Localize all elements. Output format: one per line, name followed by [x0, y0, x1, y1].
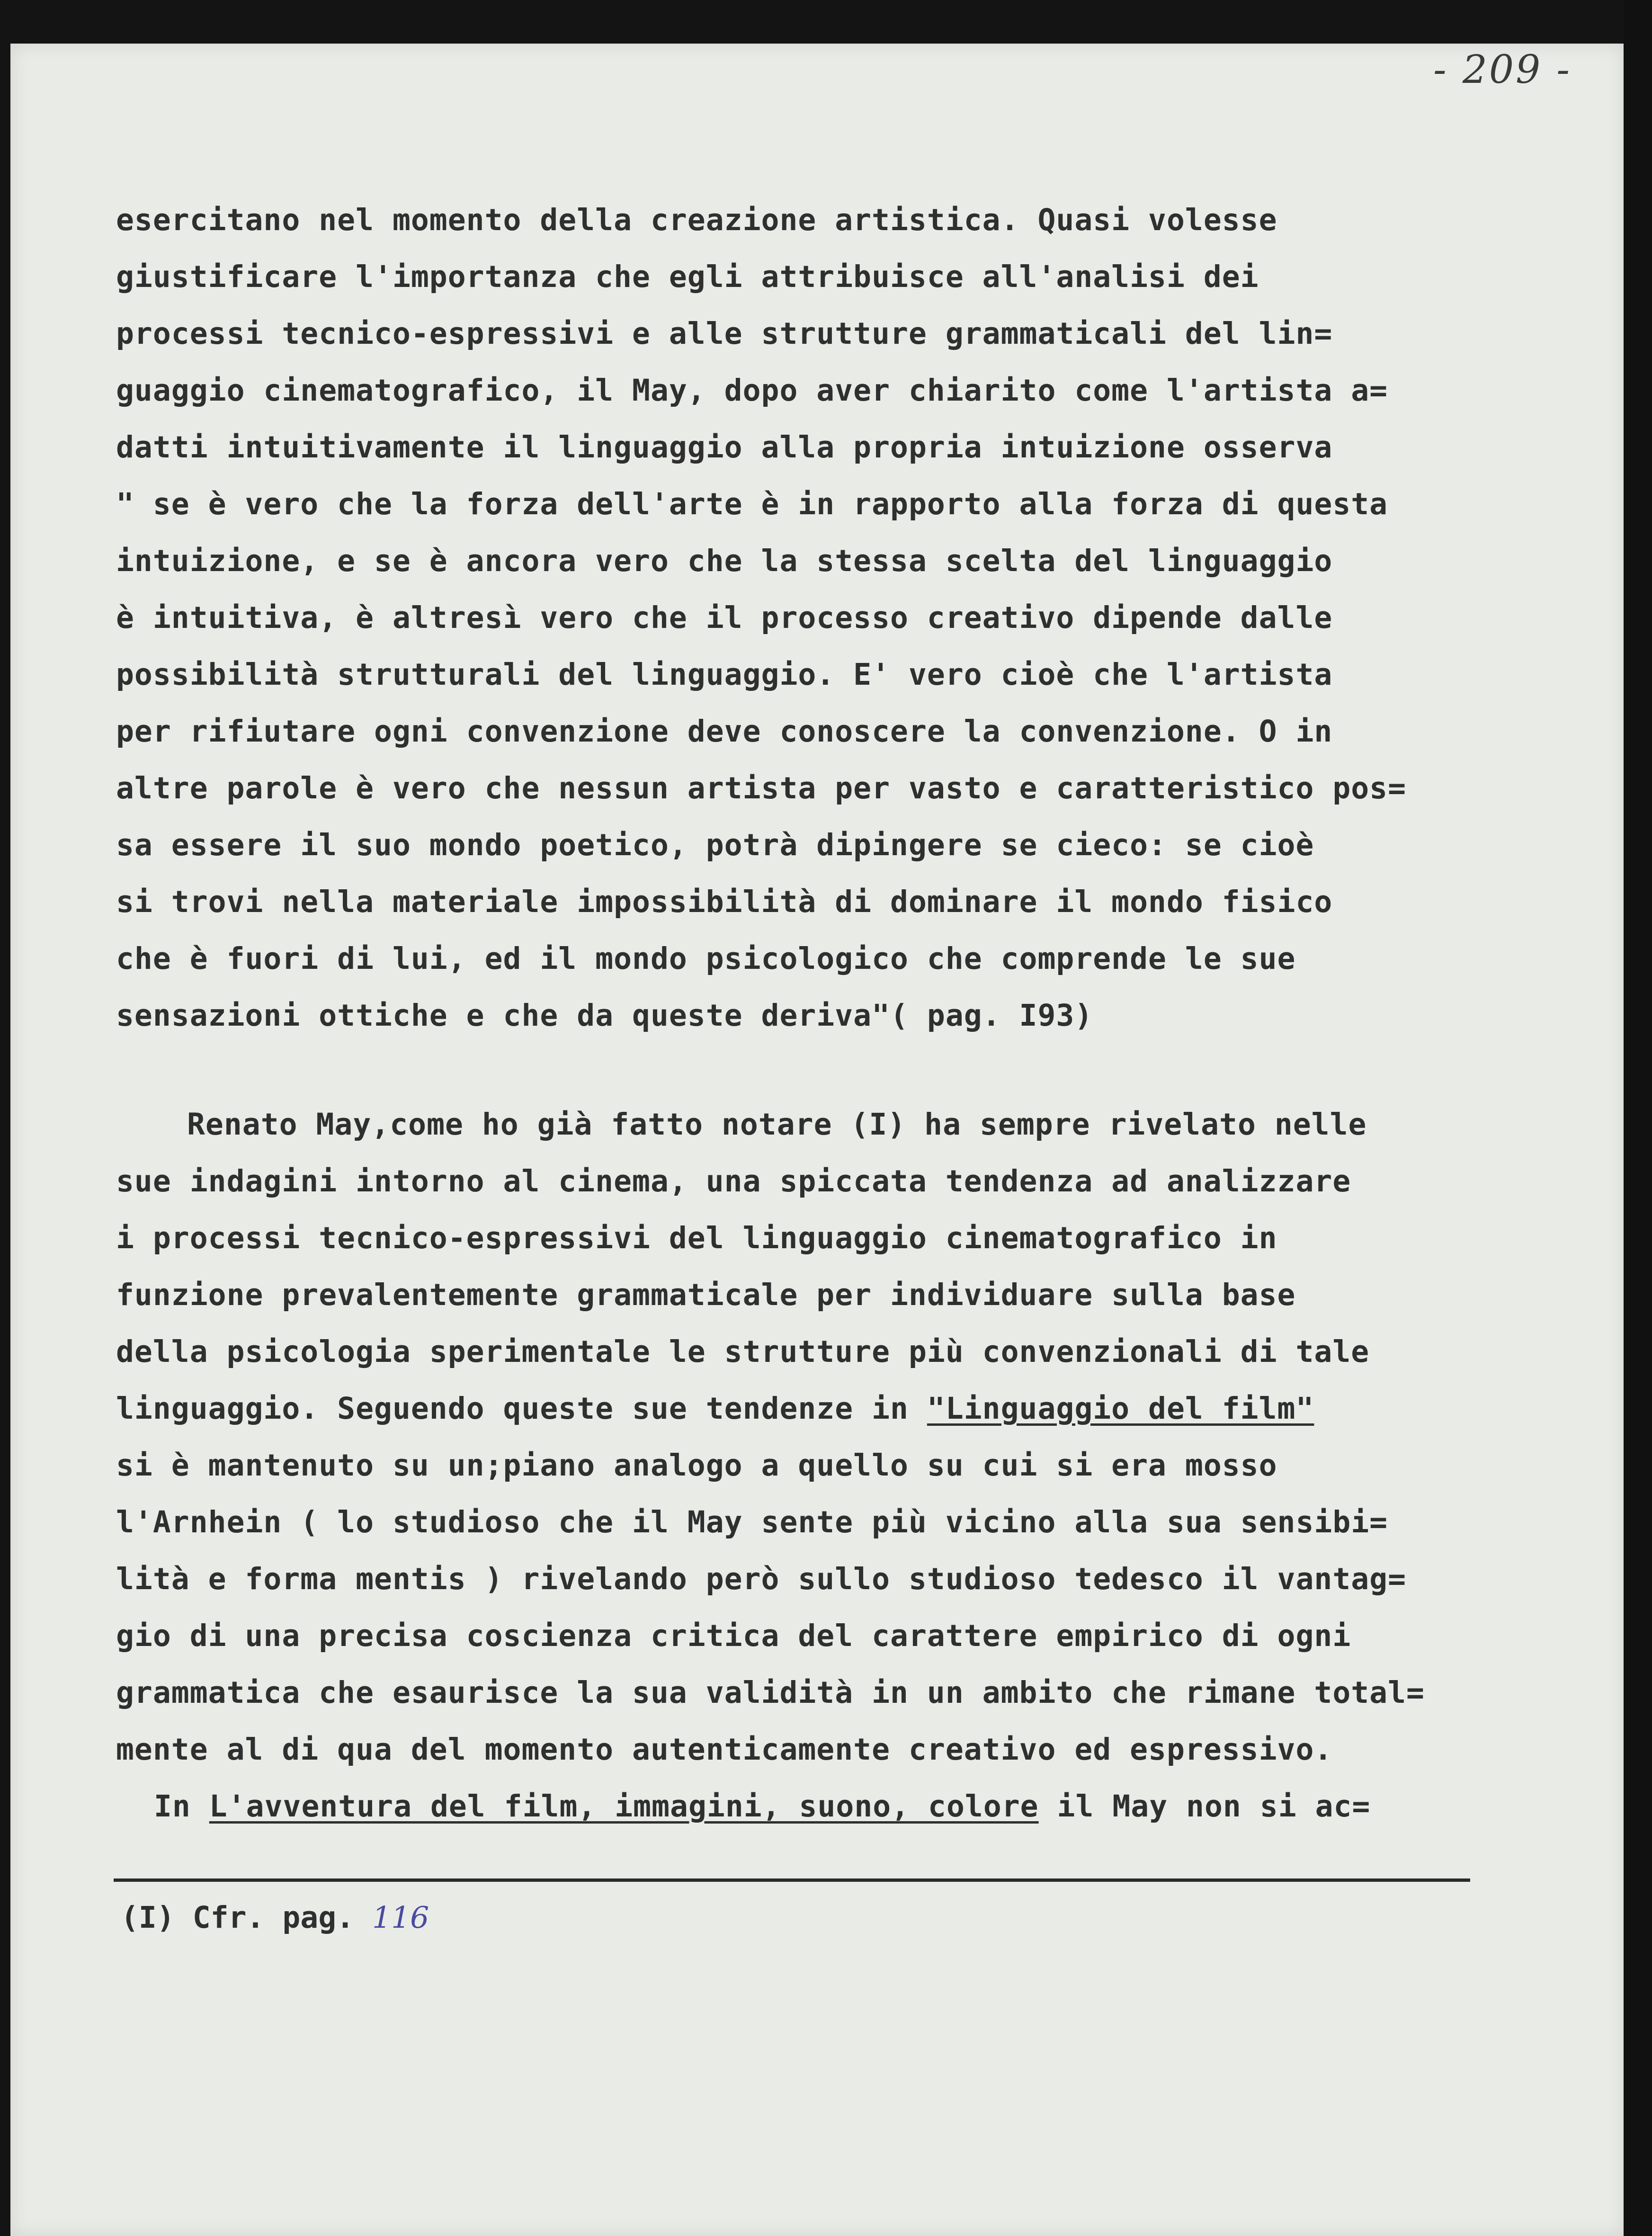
text-line	[116, 1778, 1489, 1835]
text-line: processi tecnico-espressivi e alle strutture grammaticali del lin=	[116, 316, 1333, 351]
text-line: si trovi nella materiale impossibilità di dominare il mondo fisico	[116, 885, 1333, 919]
text-fragment: In	[154, 1789, 209, 1824]
text-fragment: linguaggio. Seguendo queste sue tendenze in	[116, 1391, 927, 1426]
footnote-text: (I) Cfr. pag.	[121, 1900, 373, 1935]
paragraph-2	[116, 1096, 1489, 1778]
text-line	[116, 1380, 1489, 1437]
text-line: datti intuitivamente il linguaggio alla propria intuizione osserva	[116, 430, 1333, 465]
text-line: mente al di qua del momento autenticamente creativo ed espressivo.	[116, 1732, 1333, 1767]
paragraph-3	[116, 1778, 1489, 1835]
text-line: l'Arnhein ( lo studioso che il May sente più vicino alla sua sensibi=	[116, 1505, 1388, 1539]
text-line: della psicologia sperimentale le strutture più convenzionali di tale	[116, 1334, 1370, 1369]
text-line: è intuitiva, è altresì vero che il processo creativo dipende dalle	[116, 600, 1333, 635]
text-line: " se è vero che la forza dell'arte è in rapporto alla forza di questa	[116, 487, 1388, 521]
text-line: per rifiutare ogni convenzione deve conoscere la convenzione. O in	[116, 714, 1333, 749]
page-number: - 209 -	[1433, 47, 1572, 92]
text-line: sue indagini intorno al cinema, una spiccata tendenza ad analizzare	[116, 1164, 1351, 1198]
paragraph-1	[116, 192, 1489, 1044]
document-body	[116, 192, 1489, 1835]
text-line: funzione prevalentemente grammaticale per individuare sulla base	[116, 1278, 1296, 1312]
text-line: intuizione, e se è ancora vero che la stessa scelta del linguaggio	[116, 544, 1333, 578]
footnote	[121, 1889, 429, 1946]
text-fragment: il May non si ac=	[1038, 1789, 1371, 1824]
text-line: che è fuori di lui, ed il mondo psicologico che comprende le sue	[116, 941, 1296, 976]
text-line: guaggio cinematografico, il May, dopo aver chiarito come l'artista a=	[116, 373, 1388, 408]
text-line: altre parole è vero che nessun artista per vasto e caratteristico pos=	[116, 771, 1407, 805]
text-line: esercitano nel momento della creazione artistica. Quasi volesse	[116, 203, 1277, 237]
text-line: lità e forma mentis ) rivelando però sullo studioso tedesco il vantag=	[116, 1562, 1407, 1596]
text-line: grammatica che esaurisce la sua validità in un ambito che rimane total=	[116, 1675, 1425, 1710]
footnote-separator	[114, 1878, 1470, 1882]
text-line: possibilità strutturali del linguaggio. E' vero cioè che l'artista	[116, 657, 1333, 692]
underlined-book-title: "Linguaggio del film"	[927, 1391, 1314, 1426]
text-line: sensazioni ottiche e che da queste deriva"( pag. I93)	[116, 998, 1093, 1033]
paragraph-gap	[116, 1044, 1489, 1096]
scan-edge	[1624, 0, 1652, 2236]
text-line: Renato May,come ho già fatto notare (I) ha sempre rivelato nelle	[187, 1107, 1367, 1142]
handwritten-page-ref: 116	[372, 1900, 429, 1935]
text-line: sa essere il suo mondo poetico, potrà dipingere se cieco: se cioè	[116, 828, 1314, 862]
text-line: si è mantenuto su un;piano analogo a quello su cui si era mosso	[116, 1448, 1277, 1483]
text-line: i processi tecnico-espressivi del linguaggio cinematografico in	[116, 1221, 1277, 1255]
text-line: giustificare l'importanza che egli attribuisce all'analisi dei	[116, 259, 1259, 294]
text-line: gio di una precisa coscienza critica del carattere empirico di ogni	[116, 1619, 1351, 1653]
underlined-book-title: L'avventura del film, immagini, suono, colore	[209, 1789, 1039, 1824]
